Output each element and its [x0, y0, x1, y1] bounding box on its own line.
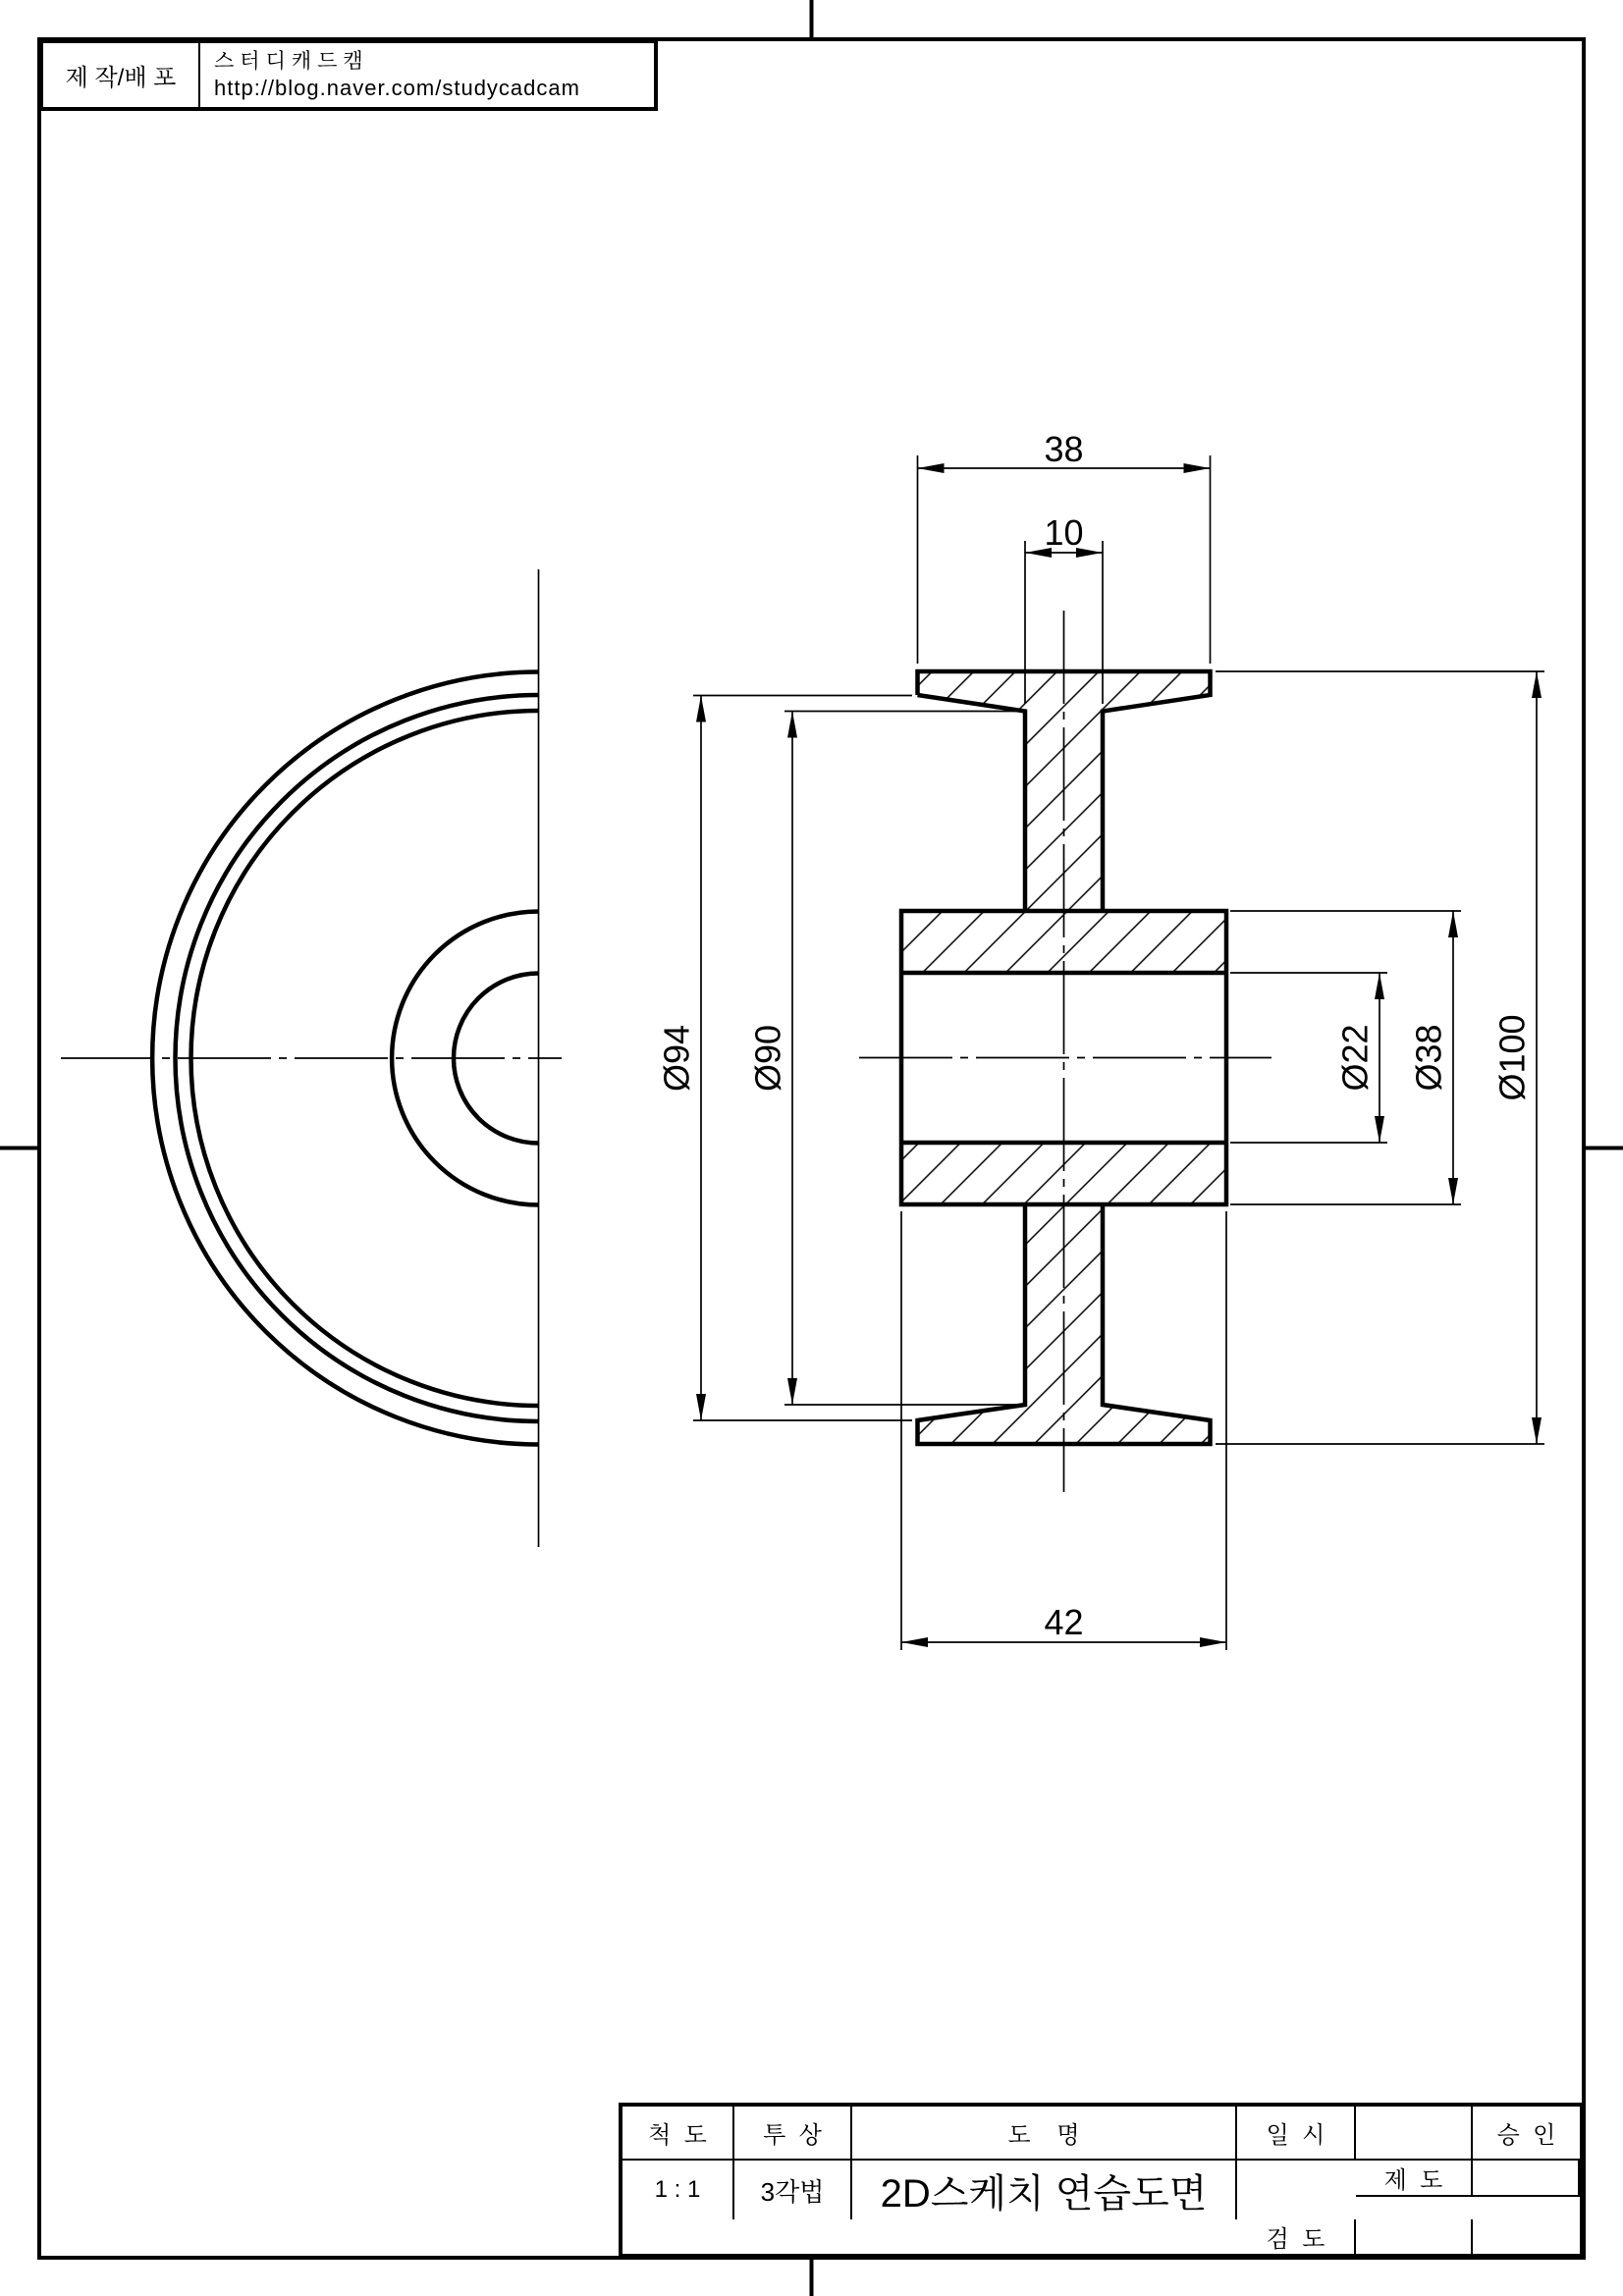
- brand-url: http://blog.naver.com/studycadcam: [214, 75, 580, 100]
- border-frame: [39, 39, 1584, 2258]
- draft-label: 제 도: [1356, 2161, 1473, 2197]
- title-block: [619, 2103, 1584, 2258]
- info-box-label: 제 작/배 포: [43, 43, 200, 107]
- dim-text-d38: Ø38: [1408, 1024, 1449, 1092]
- info-box: [39, 39, 658, 111]
- drawing-name-value: 2D스케치 연습도면: [852, 2161, 1237, 2219]
- approval-value: [1237, 2161, 1356, 2219]
- header-approval: 승 인: [1473, 2107, 1580, 2161]
- dim-text-38: 38: [1044, 429, 1084, 469]
- check-value: [1356, 2219, 1473, 2254]
- header-scale: 척 도: [622, 2107, 734, 2161]
- header-date-value: [1356, 2107, 1473, 2161]
- brand-name: 스터디캐드캠: [214, 49, 369, 73]
- section-view: [859, 611, 1271, 1492]
- front-view: [61, 569, 562, 1547]
- header-date: 일 시: [1237, 2107, 1356, 2161]
- dim-text-d22: Ø22: [1334, 1024, 1376, 1092]
- info-box-content: [200, 43, 654, 107]
- dim-text-10: 10: [1044, 512, 1084, 553]
- header-drawing-name: 도 명: [852, 2107, 1237, 2161]
- scale-value: 1 : 1: [622, 2161, 734, 2219]
- projection-value: 3각법: [734, 2161, 852, 2219]
- dim-text-d100: Ø100: [1491, 1014, 1533, 1101]
- dim-text-d94: Ø94: [656, 1024, 697, 1093]
- dim-text-42: 42: [1044, 1602, 1084, 1642]
- dimensions: [657, 429, 1545, 1650]
- check-label: 검 도: [1237, 2219, 1356, 2254]
- dim-text-d90: Ø90: [747, 1024, 788, 1093]
- draft-value: [1473, 2161, 1580, 2197]
- header-projection: 투 상: [734, 2107, 852, 2161]
